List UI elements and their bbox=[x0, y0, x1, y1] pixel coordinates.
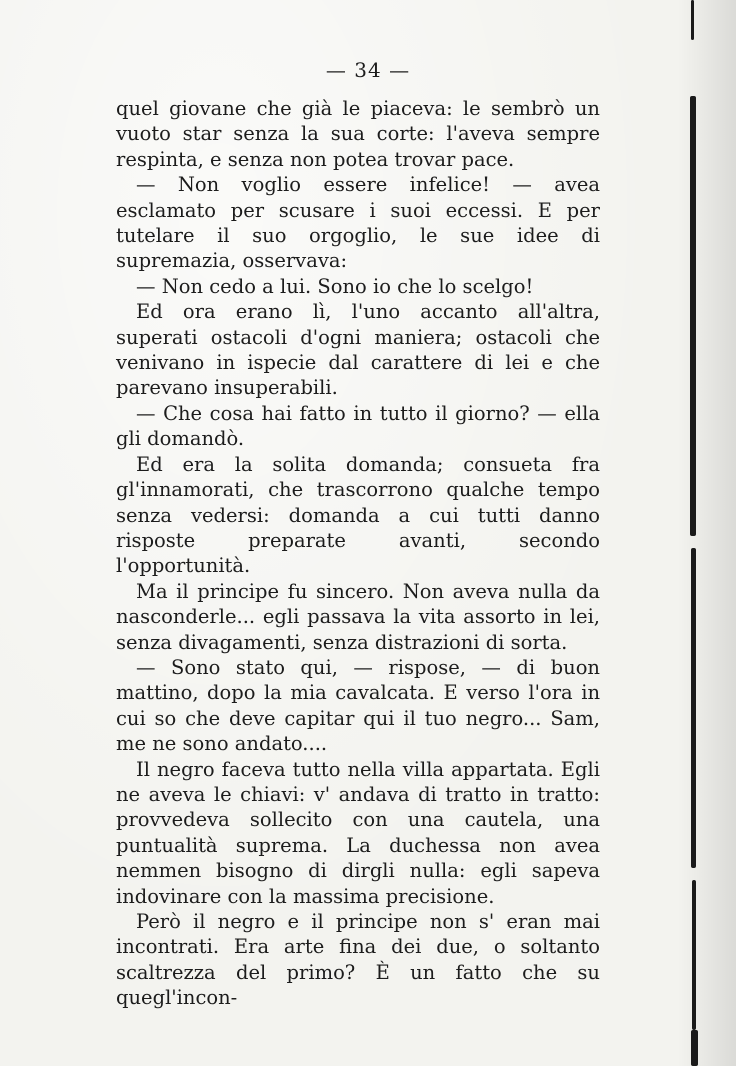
paragraph: Però il negro e il principe non s' eran mai incontrati. Era arte fina dei due, o soltanto scaltrezza del primo? È un fatto che su quegl'incon- bbox=[116, 910, 600, 1010]
page-number: — 34 — bbox=[325, 58, 411, 82]
binding-thread bbox=[691, 0, 694, 40]
paragraph: — Non cedo a lui. Sono io che lo scelgo! bbox=[136, 274, 534, 298]
binding-thread bbox=[690, 96, 696, 536]
binding-thread bbox=[692, 880, 696, 1030]
body-text bbox=[116, 96, 600, 1011]
binding-edge bbox=[678, 0, 736, 1066]
paragraph: Ed ora erano lì, l'uno accanto all'altra, superati ostacoli d'ogni maniera; ostacoli che venivano in ispecie dal carattere di lei e che parevano insuperabili. bbox=[116, 300, 600, 400]
paragraph: — Sono stato qui, — rispose, — di buon mattino, dopo la mia cavalcata. E verso l'ora in cui so che deve capitar qui il tuo negro... Sam, me ne sono andato.... bbox=[116, 655, 600, 756]
binding-thread bbox=[691, 1030, 698, 1066]
paragraph: — Che cosa hai fatto in tutto il giorno? — ella gli domandò. bbox=[116, 401, 600, 451]
paragraph: quel giovane che già le piaceva: le sembrò un vuoto star senza la sua corte: l'aveva sempre respinta, e senza non potea trovar pace. bbox=[116, 97, 600, 171]
binding-thread bbox=[691, 548, 696, 868]
paragraph: Il negro faceva tutto nella villa appartata. Egli ne aveva le chiavi: v' andava di tratto in tratto: provvedeva sollecito con una cautela, una puntualità suprema. La duchessa non avea nemmen bisogno di dirgli nulla: egli sapeva indovinare con la massima precisione. bbox=[116, 757, 600, 908]
paragraph: — Non voglio essere infelice! — avea esclamato per scusare i suoi eccessi. E per tutelare il suo orgoglio, le sue idee di supremazia, osservava: bbox=[116, 173, 600, 273]
paragraph: Ma il principe fu sincero. Non aveva nulla da nasconderle... egli passava la vita assorto in lei, senza divagamenti, senza distrazioni di sorta. bbox=[116, 579, 600, 654]
paragraph: Ed era la solita domanda; consueta fra gl'innamorati, che trascorrono qualche tempo senza vedersi: domanda a cui tutti danno risposte preparate avanti, secondo l'opportunità. bbox=[116, 452, 600, 578]
